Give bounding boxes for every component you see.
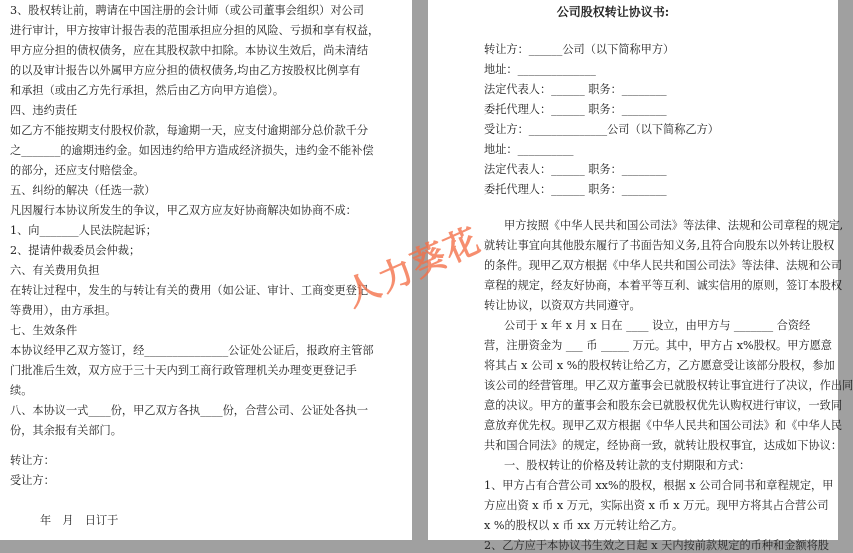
left-page-line: 份，其余报有关部门。 — [10, 424, 122, 437]
document-page-right — [428, 0, 853, 552]
right-page-line: 1、甲方占有合营公司 xx%的股权，根据 x 公司合同书和章程规定，甲 — [484, 479, 834, 492]
right-page-line: x %的股权以 x 币 xx 万元转让给乙方。 — [484, 519, 684, 532]
left-page-line: 之_______的逾期违约金。如因违约给甲方造成经济损失，违约金不能补偿 — [10, 144, 374, 157]
left-page-line: 门批准后生效，双方应于三十天内到工商行政管理机关办理变更登记手 — [10, 364, 357, 377]
right-page-line: 受让方：______________公司（以下简称乙方） — [484, 123, 719, 136]
right-page-line: 将其占 x 公司 x %的股权转让给乙方，乙方愿意受让该部分股权，参加 — [484, 359, 835, 372]
right-page-line: 法定代表人：______ 职务：________ — [484, 163, 667, 176]
left-page-line: 的部分，还应支付赔偿金。 — [10, 164, 145, 177]
left-page-line: 和承担（或由乙方先行承担，然后由乙方向甲方追偿）。 — [10, 84, 285, 97]
right-page-line: 转让协议，以资双方共同遵守。 — [484, 299, 641, 312]
right-page-line: 法定代表人：______ 职务：________ — [484, 83, 667, 96]
left-page-line: 受让方： — [10, 474, 55, 487]
right-page-line: 委托代理人：______ 职务：________ — [484, 103, 667, 116]
right-page-line: 章程的规定，经友好协商，本着平等互利、诚实信用的原则，签订本股权 — [484, 279, 843, 292]
right-page-line: 一、股权转让的价格及转让款的支付期限和方式： — [504, 459, 751, 472]
right-page-line: 转让方：______公司（以下简称甲方） — [484, 43, 675, 56]
left-page-line: 进行审计，甲方按审计报告表的范围承担应分担的风险、亏损和享有权益， — [10, 24, 380, 37]
right-page-line: 就转让事宜向其他股东履行了书面告知义务,且符合向股东以外转让股权 — [484, 239, 835, 252]
right-page-line: 地址：______________ — [484, 63, 596, 76]
watermark: 人力葵花 — [339, 220, 488, 316]
right-page-line: 2、乙方应于本协议书生效之日起 x 天内按前款规定的币种和金额将股 — [484, 539, 829, 552]
left-page-line: 年 月 日订于 — [40, 514, 119, 527]
left-page-line: 六、有关费用负担 — [10, 264, 100, 277]
right-page-line: 意放弃优先权。现甲乙双方根据《中华人民共和国公司法》和《中华人民 — [484, 419, 843, 432]
right-page-line: 公司于 x 年 x 月 x 日在 ____ 设立，由甲方与 _______ 合资经 — [504, 319, 811, 332]
right-page-line: 委托代理人：______ 职务：________ — [484, 183, 667, 196]
left-page-line: 2、提请仲裁委员会仲裁； — [10, 244, 141, 257]
left-page-line: 七、生效条件 — [10, 324, 78, 337]
left-page-line: 1、向_______人民法院起诉； — [10, 224, 157, 237]
right-page-line: 方应出资 x 币 x 万元，实际出资 x 币 x 万元。现甲方将其占合营公司 — [484, 499, 829, 512]
right-page-line: 地址：__________ — [484, 143, 574, 156]
left-page-line: 3、股权转让前，聘请在中国注册的会计师（或公司董事会组织）对公司 — [10, 4, 364, 17]
left-page-line: 八、本协议一式____份，甲乙双方各执____份，合营公司、公证处各执一 — [10, 404, 369, 417]
left-page-line: 转让方： — [10, 454, 55, 467]
right-page-line: 营，注册资金为 ___ 币 _____ 万元。其中，甲方占 x%股权。甲方愿意 — [484, 339, 832, 352]
left-page-line: 在转让过程中，发生的与转让有关的费用（如公证、审计、工商变更登记 — [10, 284, 369, 297]
left-page-line: 等费用），由方承担。 — [10, 304, 117, 317]
right-page-line: 共和国合同法》的规定，经协商一致，就转让股权事宜，达成如下协议： — [484, 439, 843, 452]
agreement-title: 公司股权转让协议书: — [556, 5, 670, 19]
left-page-line: 本协议经甲乙双方签订，经_______________公证处公证后，报政府主管部 — [10, 344, 374, 357]
left-page-line: 五、纠纷的解决（任选一款） — [10, 184, 156, 197]
left-page-line: 甲方应分担的债权债务，应在其股权款中扣除。本协议生效后，尚未清结 — [10, 44, 369, 57]
right-page-line: 的条件。现甲乙双方根据《中华人民共和国公司法》等法律、法规和公司 — [484, 259, 843, 272]
right-page-line: 该公司的经营管理。甲乙双方董事会已就股权转让事宜进行了决议，作出同 — [484, 379, 853, 392]
left-page-line: 续。 — [10, 384, 33, 397]
right-page-line: 意的决议。甲方的董事会和股东会已就股权优先认购权进行审议，一致同 — [484, 399, 843, 412]
left-page-line: 的以及审计报告以外属甲方应分担的债权债务,均由乙方按股权比例享有 — [10, 64, 361, 77]
left-page-line: 如乙方不能按期支付股权价款，每逾期一天，应支付逾期部分总价款千分 — [10, 124, 369, 137]
left-page-line: 凡因履行本协议所发生的争议，甲乙双方应友好协商解决如协商不成： — [10, 204, 357, 217]
right-page-line: 甲方按照《中华人民共和国公司法》等法律、法规和公司章程的规定, — [504, 219, 844, 232]
left-page-line: 四、违约责任 — [10, 104, 78, 117]
